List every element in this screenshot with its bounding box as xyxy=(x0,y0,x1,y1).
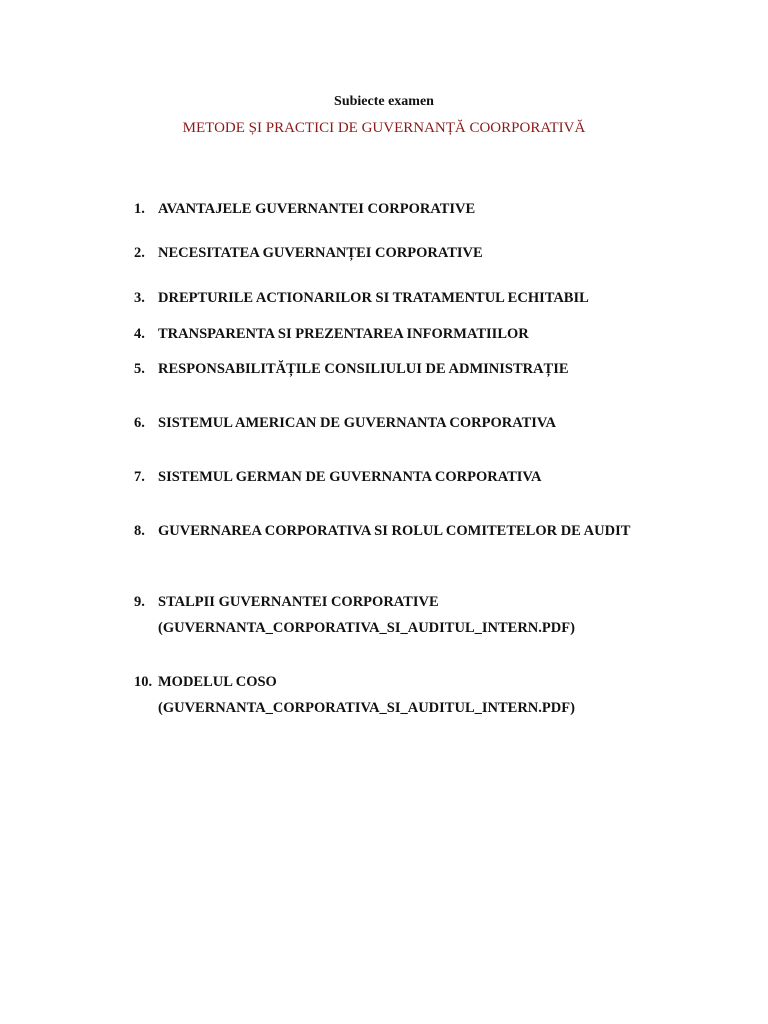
item-text: MODELUL COSO xyxy=(158,674,277,690)
list-item xyxy=(134,356,655,382)
list-item xyxy=(134,589,655,641)
list-item xyxy=(134,669,655,721)
list-item xyxy=(134,464,655,490)
item-number: 1. xyxy=(134,201,145,217)
item-text: NECESITATEA GUVERNANȚEI CORPORATIVE xyxy=(158,245,483,261)
item-reference: (GUVERNANTA_CORPORATIVA_SI_AUDITUL_INTERN.PDF) xyxy=(158,620,575,636)
item-text: RESPONSABILITĂȚILE CONSILIULUI DE ADMINISTRAȚIE xyxy=(158,361,569,377)
list-item xyxy=(134,196,655,222)
item-text: TRANSPARENTA SI PREZENTAREA INFORMATIILOR xyxy=(158,326,529,342)
item-number: 2. xyxy=(134,245,145,261)
course-title: METODE ȘI PRACTICI DE GUVERNANȚĂ COORPORATIVĂ xyxy=(182,120,586,136)
list-item xyxy=(134,410,655,436)
item-number: 9. xyxy=(134,594,145,610)
item-number: 5. xyxy=(134,361,145,377)
item-reference: (GUVERNANTA_CORPORATIVA_SI_AUDITUL_INTERN.PDF) xyxy=(158,700,575,716)
item-text: DREPTURILE ACTIONARILOR SI TRATAMENTUL ECHITABIL xyxy=(158,290,589,306)
item-text: STALPII GUVERNANTEI CORPORATIVE xyxy=(158,594,439,610)
item-number: 10. xyxy=(134,674,153,690)
item-text: AVANTAJELE GUVERNANTEI CORPORATIVE xyxy=(158,201,476,217)
item-number: 6. xyxy=(134,415,145,431)
item-text: GUVERNAREA CORPORATIVA SI ROLUL COMITETELOR DE AUDIT xyxy=(158,523,631,539)
item-text: SISTEMUL AMERICAN DE GUVERNANTA CORPORATIVA xyxy=(158,415,556,431)
list-item xyxy=(134,240,655,266)
item-number: 3. xyxy=(134,290,145,306)
item-number: 8. xyxy=(134,523,145,539)
list-item xyxy=(134,518,655,544)
list-item xyxy=(134,285,655,311)
exam-subtitle: Subiecte examen xyxy=(334,94,434,109)
item-text: SISTEMUL GERMAN DE GUVERNANTA CORPORATIVA xyxy=(158,469,542,485)
list-item xyxy=(134,321,655,347)
item-number: 7. xyxy=(134,469,145,485)
item-number: 4. xyxy=(134,326,145,342)
